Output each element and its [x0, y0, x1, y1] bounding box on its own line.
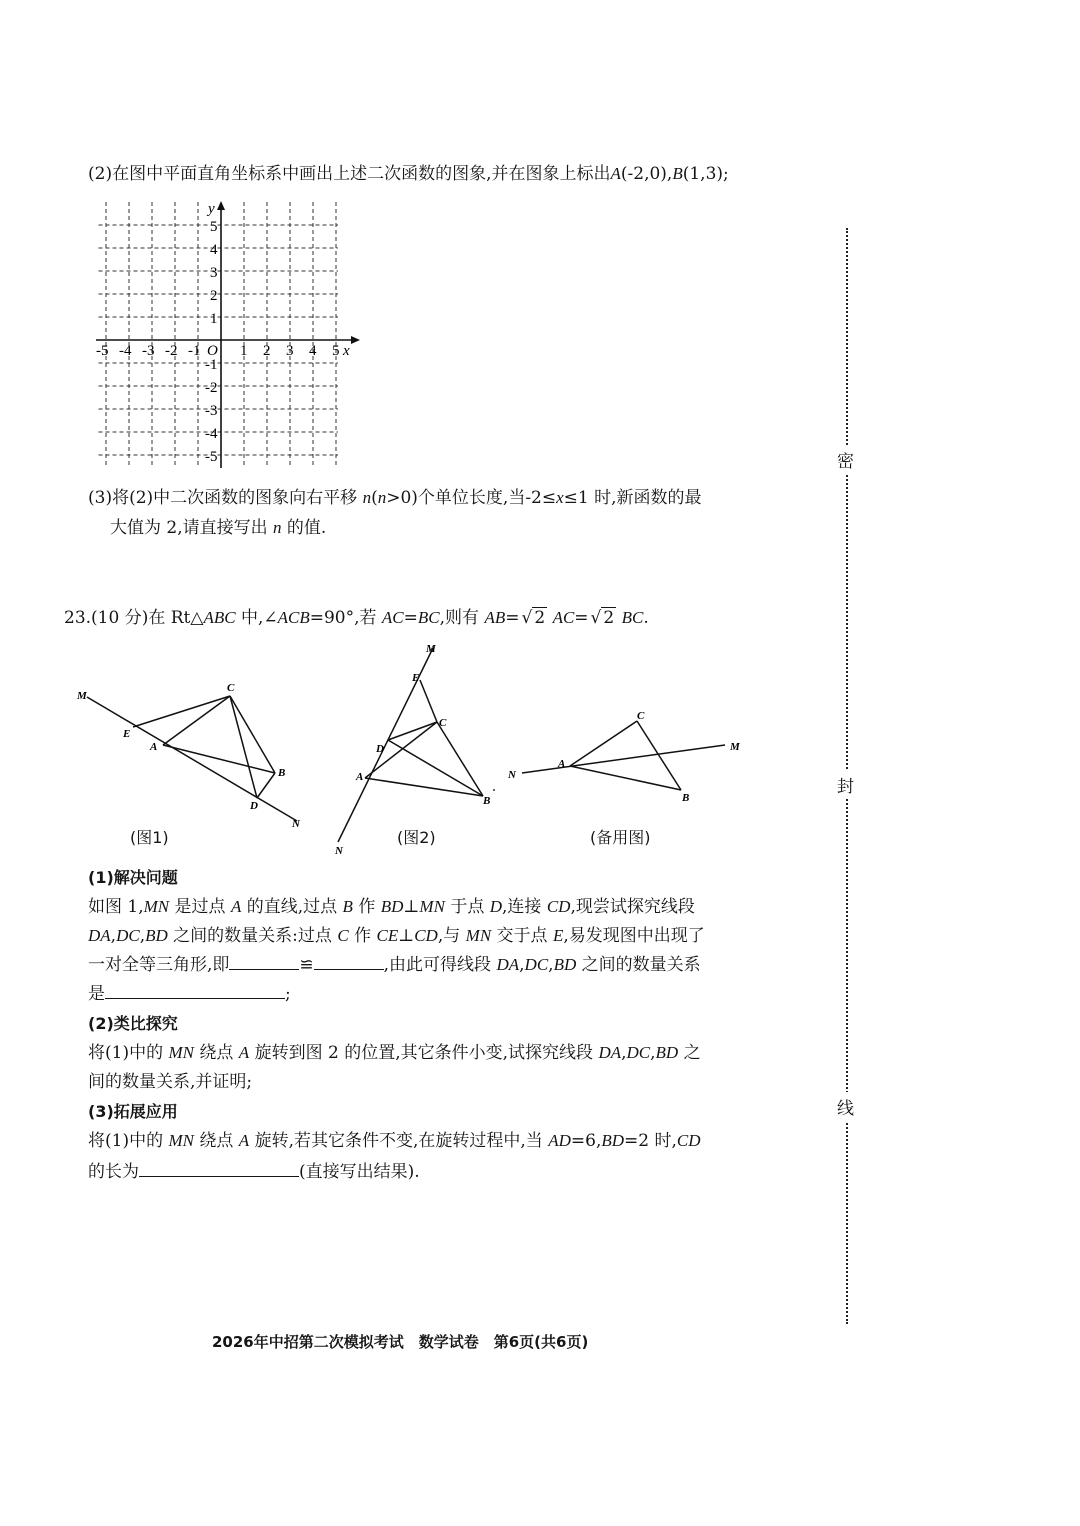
sub1-line2: DA,DC,BD 之间的数量关系:过点 C 作 CE⊥CD,与 MN 交于点 E,易发现图中出现了 — [88, 926, 705, 946]
sub3-line1: 将(1)中的 MN 绕点 A 旋转,若其它条件不变,在旋转过程中,当 AD=6,BD=2 时,CD — [88, 1131, 701, 1151]
y-tick-label: -2 — [205, 380, 218, 396]
point-label: B — [483, 795, 491, 807]
coordinate-grid — [90, 196, 370, 472]
side-mark-mi: 密 — [837, 445, 854, 474]
x-tick-label: 2 — [263, 343, 271, 359]
segment-ac — [163, 696, 230, 745]
segment-ec — [420, 680, 437, 722]
point-label: D — [376, 743, 384, 755]
point-label: A — [558, 758, 566, 770]
grid-lines — [99, 202, 339, 467]
sub1-line3: 一对全等三角形,即 ≌ ,由此可得线段 DA,DC,BD 之间的数量关系 — [88, 955, 701, 975]
sub2-line2: 间的数量关系,并证明; — [88, 1072, 253, 1092]
y-tick-label: 3 — [210, 265, 218, 281]
line-mn — [87, 697, 297, 821]
blank-triangle-2[interactable] — [314, 953, 384, 970]
y-tick-label: -1 — [205, 357, 218, 373]
point-label: M — [730, 741, 740, 753]
point-label: N — [508, 769, 516, 781]
segment-cb — [230, 696, 275, 773]
point-label: A — [356, 771, 364, 783]
segment-ab — [570, 766, 681, 790]
side-mark-xian: 线 — [837, 1092, 854, 1121]
q23-stem: 23.(10 分)在 Rt△ABC 中,∠ACB=90°,若 AC=BC,则有 AB= √ 2 AC= √ 2 BC. — [64, 608, 649, 628]
y-tick-label: -3 — [205, 403, 218, 419]
segment-bd — [257, 773, 275, 798]
point-label: N — [292, 818, 300, 830]
point-label: E — [412, 672, 420, 684]
point-label: E — [123, 728, 131, 740]
x-tick-label: -5 — [96, 343, 109, 359]
x-tick-label: -2 — [165, 343, 178, 359]
q22-part3-line1: (3)将(2)中二次函数的图象向右平移 n(n>0)个单位长度,当-2≤x≤1 时,新函数的最 — [88, 488, 702, 508]
point-label: A — [150, 741, 158, 753]
blank-cd-length[interactable] — [139, 1160, 299, 1177]
segment-db — [388, 740, 483, 796]
sub1-line1: 如图 1,MN 是过点 A 的直线,过点 B 作 BD⊥MN 于点 D,连接 CD,现尝试探究线段 — [88, 897, 695, 917]
side-mark-feng: 封 — [837, 770, 854, 799]
line-mn — [522, 745, 725, 773]
point-label: D — [250, 800, 258, 812]
y-tick-label: -4 — [205, 426, 218, 442]
y-tick-labels — [205, 219, 218, 465]
point-label: N — [335, 845, 343, 857]
sub1-title: (1)解决问题 — [88, 868, 178, 887]
segment-cd — [230, 696, 257, 798]
y-tick-label: 1 — [210, 311, 218, 327]
y-tick-label: -5 — [205, 449, 218, 465]
blank-triangle-1[interactable] — [229, 953, 299, 970]
x-tick-label: 5 — [332, 343, 340, 359]
point-label: M — [426, 643, 436, 655]
sub3-line2: 的长为 (直接写出结果). — [88, 1162, 420, 1182]
x-tick-label: 3 — [286, 343, 294, 359]
y-axis-arrow — [217, 201, 225, 210]
sub2-line1: 将(1)中的 MN 绕点 A 旋转到图 2 的位置,其它条件小变,试探究线段 DA,DC,BD 之 — [88, 1043, 701, 1063]
sub3-title: (3)拓展应用 — [88, 1102, 178, 1121]
point-label: B — [682, 792, 690, 804]
segment-ab — [163, 745, 275, 773]
sub1-line4: 是 ; — [88, 984, 291, 1004]
x-axis-label: x — [343, 343, 350, 359]
point-label: C — [439, 717, 447, 729]
segment-ab — [365, 778, 483, 796]
x-tick-label: 1 — [240, 343, 248, 359]
figure-backup — [500, 705, 760, 815]
point-label: C — [227, 682, 235, 694]
y-axis-label: y — [208, 201, 215, 217]
q22-part3-line2: 大值为 2,请直接写出 n 的值. — [110, 518, 327, 538]
point-label: C — [637, 710, 645, 722]
origin-label: O — [207, 343, 218, 359]
segment-ec — [133, 696, 230, 727]
y-tick-label: 4 — [210, 242, 218, 258]
page-footer: 2026年中招第二次模拟考试 数学试卷 第6页(共6页) — [212, 1333, 589, 1351]
x-tick-label: -1 — [188, 343, 201, 359]
figure-backup-caption: (备用图) — [590, 828, 651, 847]
x-axis-arrow — [351, 336, 360, 344]
x-tick-label: -3 — [142, 343, 155, 359]
blank-relation[interactable] — [105, 982, 285, 999]
y-tick-label: 5 — [210, 219, 218, 235]
x-tick-label: 4 — [309, 343, 317, 359]
segment-cb — [437, 722, 483, 796]
y-tick-label: 2 — [210, 288, 218, 304]
point-label: M — [77, 690, 87, 702]
point-label: B — [278, 767, 286, 779]
figure-1 — [70, 675, 315, 835]
q22-part2: (2)在图中平面直角坐标系中画出上述二次函数的图象,并在图象上标出A(-2,0),B(1,3); — [88, 164, 729, 184]
sub2-title: (2)类比探究 — [88, 1014, 178, 1033]
x-tick-label: -4 — [119, 343, 132, 359]
figure-2-caption: (图2) — [397, 828, 436, 847]
figure-1-caption: (图1) — [130, 828, 169, 847]
